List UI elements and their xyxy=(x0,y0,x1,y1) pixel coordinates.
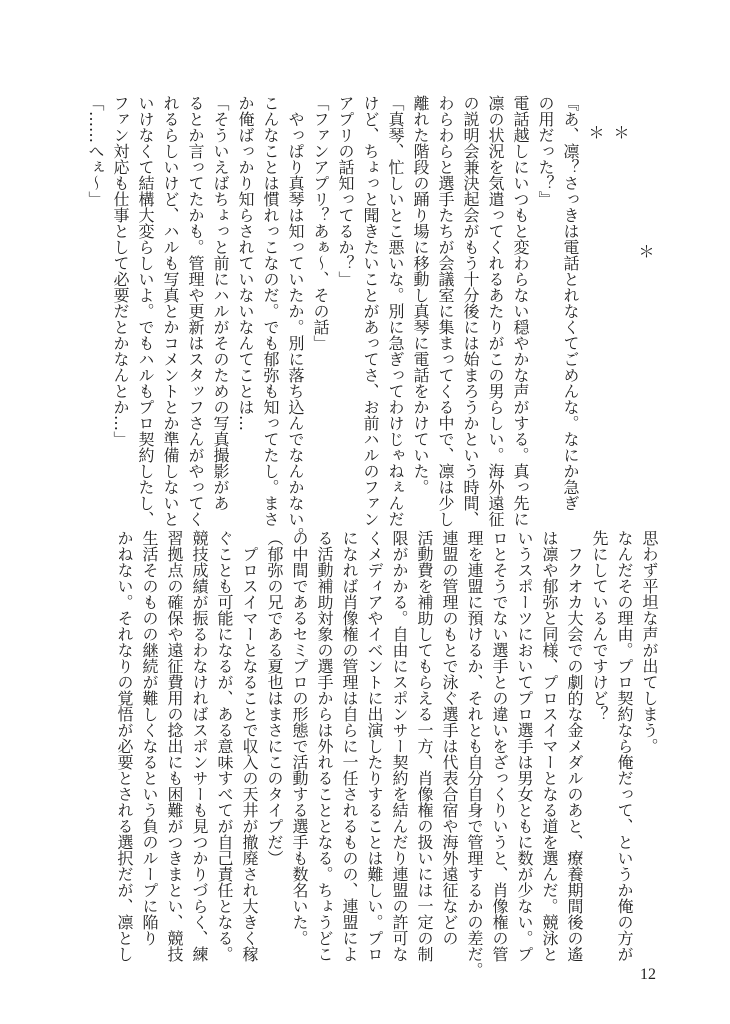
text-line: プロスイマーとなることで収入の天井が撤廃され大きく稼 xyxy=(240,530,259,962)
page-number: 12 xyxy=(640,966,656,983)
text-line: 思わず平坦な声が出てしまう。 xyxy=(640,530,659,754)
text-line: フクオカ大会での劇的な金メダルのあと、療養期間後の遙 xyxy=(565,530,584,962)
text-line: 先にしているんですけど？ xyxy=(590,530,609,722)
text-line: かねない。それなりの覚悟が必要とされる選択だが、凛とし xyxy=(115,530,134,962)
text-line: の用だった？』 xyxy=(536,95,555,207)
section-break xyxy=(583,95,658,505)
upper-text-block xyxy=(83,95,658,543)
text-line: 電話越しにいつもと変わらない穏やかな声がする。真っ先に xyxy=(511,95,530,527)
text-line: 離れた階段の踊り場に移動し真琴に電話をかけていた。 xyxy=(411,95,430,495)
text-line: いけなくて結構大変らしいよ。でもハルもプロ契約したし、 xyxy=(136,95,155,527)
text-line: 習拠点の確保や遠征費用の捻出にも困難がつきまとい、競技 xyxy=(165,530,184,962)
text-line: 競技成績が振るわなければスポンサーも見つかりづらく、練 xyxy=(190,530,209,962)
asterisk: ＊ xyxy=(586,124,605,140)
text-line: 『あ、凛？さっきは電話とれなくてごめんな。なにか急ぎ xyxy=(561,95,580,511)
text-line: ぐことも可能になるが、ある意味すべてが自己責任となる。 xyxy=(215,530,234,962)
text-line: なんだその理由。プロ契約なら俺だって、というか俺の方が xyxy=(615,530,634,962)
text-line: は凛や郁弥と同様、プロスイマーとなる道を選んだ。競泳と xyxy=(540,530,559,962)
text-line: わらわらと選手たちが会議室に集まってくる中で、凛は少し xyxy=(436,95,455,527)
text-line: ロとそうでない選手との違いをざっくりいうと、肖像権の管 xyxy=(490,530,509,962)
text-line: る活動補助対象の選手からは外れることとなる。ちょうどこ xyxy=(315,530,334,962)
text-line: （郁弥の兄である夏也はまさにこのタイプだ） xyxy=(265,530,284,866)
text-line: アプリの話知ってるか？」 xyxy=(336,95,355,287)
asterisk: ＊ xyxy=(611,124,630,140)
text-line: くメディアやイベントに出演したりすることは難しい。プロ xyxy=(365,530,384,962)
text-line: れるらしいけど、ハルも写真とかコメントとか準備しないと xyxy=(161,95,180,527)
text-line: 「……へぇ～」 xyxy=(86,95,105,207)
text-line: ファン対応も仕事として必要だとかなんとか…」 xyxy=(111,95,130,447)
text-line: いうスポーツにおいてプロ選手は男女ともに数が少ない。プ xyxy=(515,530,534,962)
text-line: こんなことは慣れっこなのだ。でも郁弥も知ってたし。まさ xyxy=(261,95,280,527)
text-line: か俺ばっかり知らされていないなんてことは… xyxy=(236,95,255,431)
text-line: 生活そのものの継続が難しくなるという負のループに陥り xyxy=(140,530,159,946)
text-line: 「ファンアプリ？あぁ～、その話」 xyxy=(311,95,330,351)
text-line: 理を連盟に預けるか、それとも自分自身で管理するかの差だ。 xyxy=(465,530,484,978)
text-line: 活動費を補助してもらえる一方、肖像権の扱いには一定の制 xyxy=(415,530,434,962)
text-line: 限がかかる。自由にスポンサー契約を結んだり連盟の許可な xyxy=(390,530,409,962)
text-line: るとか言ってたかも。管理や更新はスタッフさんがやってく xyxy=(186,95,205,527)
text-line: の説明会兼決起会がもう十分後には始まろうかという時間、 xyxy=(461,95,480,527)
text-line: 「真琴、忙しいとこ悪いな。別に急ぎってわけじゃねぇんだ xyxy=(386,95,405,527)
text-line: 連盟の管理のもとで泳ぐ選手は代表合宿や海外遠征などの xyxy=(440,530,459,946)
text-line: やっぱり真琴は知っていたか。別に落ち込んでなんかない。 xyxy=(286,95,305,543)
text-line: になれば肖像権の管理は自らに一任されるものの、連盟によ xyxy=(340,530,359,962)
asterisk: ＊ xyxy=(636,243,655,259)
text-line: の中間であるセミプロの形態で活動する選手も数名いた。 xyxy=(290,530,309,946)
text-line: 「そういえばちょっと前にハルがそのための写真撮影があ xyxy=(211,95,230,511)
text-line: 凛の状況を気遣ってくれるあたりがこの男らしい。海外遠征 xyxy=(486,95,505,527)
text-line: けど、ちょっと聞きたいことがあってさ、お前ハルのファン xyxy=(361,95,380,527)
